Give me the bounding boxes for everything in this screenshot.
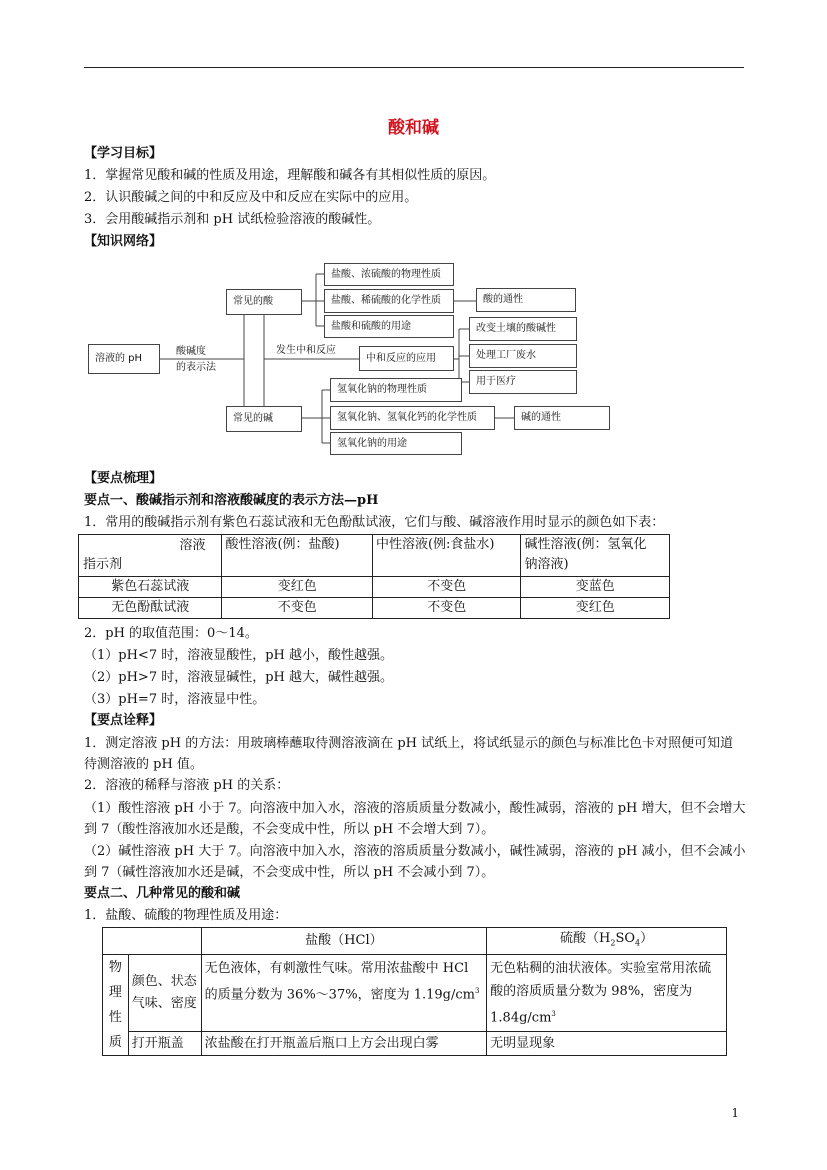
diagram-acid-common-box: 酸的通性: [476, 288, 576, 312]
explain-header: 【要点诠释】: [84, 713, 163, 728]
ph-rule: （3）pH=7 时，溶液显中性。: [84, 692, 266, 707]
ph-range: 2．pH 的取值范围：0～14。: [84, 626, 258, 641]
column-header: 硫酸$(H_2SO_4)$: [487, 928, 727, 955]
diagram-acid-item: 盐酸和硫酸的用途: [324, 315, 454, 338]
acid-properties-table: [102, 927, 727, 1056]
empty-header-cell: [103, 928, 202, 955]
diagram-neutral-item: 改变土壤的酸碱性: [469, 317, 577, 341]
row-label: 颜色、状态 气味、密度: [128, 955, 201, 1032]
explain-paragraph: （2）碱性溶液 pH 大于 7。向溶液中加入水，溶液的溶质质量分数减小，碱性减弱，溶液的 pH 减小，但不会减小到 7（碱性溶液加水还是碱，不会变成中性，所以 pH 不会减小到 7）。: [84, 844, 746, 880]
column-header: 盐酸（HCl）: [201, 928, 486, 955]
column-header: 中性溶液(例:食盐水): [372, 535, 521, 577]
goal-item: 1．掌握常见酸和碱的性质及用途，理解酸和碱各有其相似性质的原因。: [84, 168, 496, 183]
diagram-base-item: 氢氧化钠的用途: [330, 432, 462, 455]
ph-rule: （2）pH>7 时，溶液显碱性，pH 越大，碱性越强。: [84, 670, 394, 685]
point1-intro: 1．常用的酸碱指示剂有紫色石蕊试液和无色酚酞试液，它们与酸、碱溶液作用时显示的颜色如下表：: [84, 515, 665, 530]
table-row: 紫色石蕊试液 变红色 不变色 变蓝色: [79, 577, 670, 598]
knowledge-diagram: [84, 256, 644, 461]
diagram-acid-item: 盐酸、稀硫酸的化学性质: [324, 289, 454, 313]
diagram-neutral-app-box: 中和反应的应用: [359, 346, 454, 371]
diagram-neutral-item: 用于医疗: [469, 370, 577, 394]
indicator-table-corner: 溶液 指示剂: [79, 535, 222, 577]
diagram-acid-item: 盐酸、浓硫酸的物理性质: [324, 263, 454, 286]
point2-intro: 1．盐酸、硫酸的物理性质及用途：: [84, 908, 288, 923]
goal-item: 2．认识酸碱之间的中和反应及中和反应在实际中的应用。: [84, 190, 418, 205]
indicator-table: [78, 534, 670, 619]
column-header: 酸性溶液(例：盐酸): [222, 535, 373, 577]
goal-item: 3．会用酸碱指示剂和 pH 试纸检验溶液的酸碱性。: [84, 212, 381, 227]
point2-title: 要点二、几种常见的酸和碱: [84, 886, 241, 901]
diagram-neutral-label: 发生中和反应: [276, 345, 336, 356]
explain-paragraph: 2．溶液的稀释与溶液 pH 的关系：: [84, 778, 290, 793]
point1-title: 要点一、酸碱指示剂和溶液酸碱度的表示方法—pH: [84, 493, 379, 508]
explain-paragraph: （1）酸性溶液 pH 小于 7。向溶液中加入水，溶液的溶质质量分数减小，酸性减弱，溶液的 pH 增大，但不会增大到 7（酸性溶液加水还是酸，不会变成中性，所以 pH 不会增大到 7）。: [84, 801, 746, 837]
ph-rule: （1）pH<7 时，溶液显酸性，pH 越小，酸性越强。: [84, 648, 394, 663]
diagram-base-item: 氢氧化钠、氢氧化钙的化学性质: [330, 406, 495, 430]
summary-header: 【要点梳理】: [84, 471, 163, 486]
hcl-properties: 无色液体，有刺激性气味。常用浓盐酸中 HCl 的质量分数为 36%～37%，密度为 $1.19g/cm^3$: [201, 955, 486, 1032]
diagram-base-item: 氢氧化钠的物理性质: [330, 378, 462, 402]
diagram-base-box: 常见的碱: [226, 406, 302, 432]
page-number: 1: [731, 1106, 739, 1120]
h2so4-properties: 无色粘稠的油状液体。实验室常用浓硫酸的溶质质量分数为 98%，密度为 $1.84g/cm^3$: [487, 955, 727, 1032]
diagram-root-label-1: 酸碱度: [176, 346, 206, 357]
page-title: 酸和碱: [388, 118, 439, 138]
table-row: 打开瓶盖 浓盐酸在打开瓶盖后瓶口上方会出现白雾 无明显现象: [103, 1032, 727, 1056]
column-header: 碱性溶液(例：氢氧化 钠溶液): [521, 535, 670, 577]
goals-header: 【学习目标】: [84, 146, 163, 161]
table-row: 无色酚酞试液 不变色 不变色 变红色: [79, 598, 670, 619]
diagram-base-common-box: 碱的通性: [514, 406, 610, 430]
diagram-acid-box: 常见的酸: [226, 289, 302, 315]
diagram-neutral-item: 处理工厂废水: [469, 344, 577, 368]
row-group-label: 物 理 性 质: [103, 955, 129, 1056]
explain-paragraph: 1．测定溶液 pH 的方法：用玻璃棒蘸取待测溶液滴在 pH 试纸上，将试纸显示的颜色与标准比色卡对照便可知道待测溶液的 pH 值。: [84, 736, 734, 772]
network-header: 【知识网络】: [84, 234, 163, 249]
diagram-root-box: 溶液的 pH: [88, 344, 160, 374]
diagram-root-label-2: 的表示法: [176, 362, 216, 373]
header-rule: [84, 67, 744, 68]
